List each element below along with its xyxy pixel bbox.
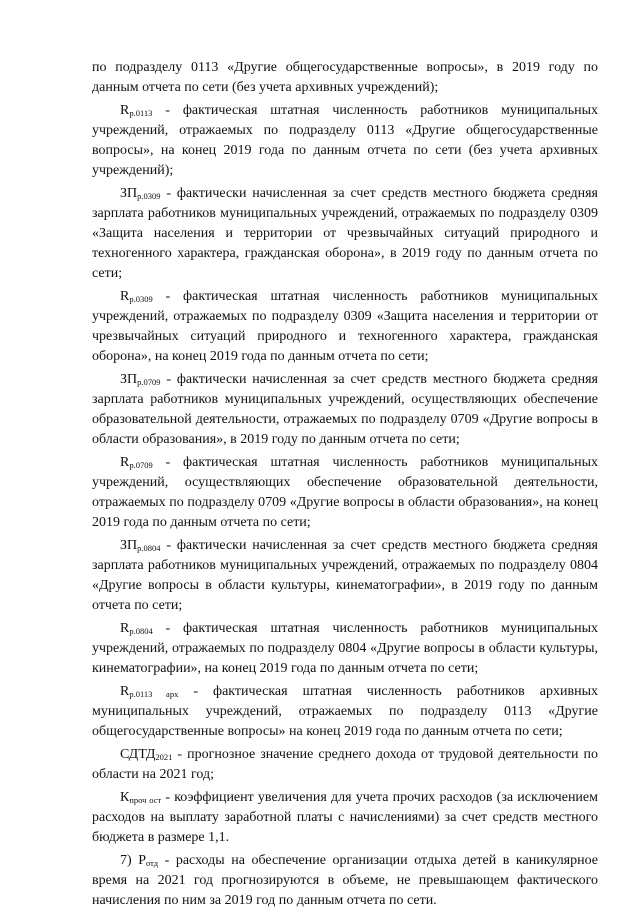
definition-text: - фактическая штатная численность работников архивных муниципальных учреждений, отражаемых по подразделу 0113 «Другие общегосударственные вопросы» на конец 2019 года по данным отчета по сети; (92, 684, 598, 739)
definition-zp-0804 (92, 536, 598, 616)
formula-symbol: К (120, 790, 130, 805)
formula-symbol: R (120, 621, 130, 636)
definition-r-0113 (92, 101, 598, 181)
definition-text: - фактическая штатная численность работников муниципальных учреждений, отражаемых по подразделу 0804 «Другие вопросы в области культуры, кинематографии», на конец 2019 года по данным отчета по сети; (92, 621, 598, 676)
definition-text: - коэффициент увеличения для учета прочих расходов (за исключением расходов на выплату заработной платы с начислениями) за счет средств местного бюджета в размере 1,1. (92, 790, 598, 845)
paragraph-continuation: по подразделу 0113 «Другие общегосударственные вопросы», в 2019 году по данным отчета по сети (без учета архивных учреждений); (92, 60, 598, 95)
definition-zp-0709 (92, 370, 598, 450)
definition-sdtd-2021 (92, 745, 598, 785)
definition-text: - прогнозное значение среднего дохода от трудовой деятельности по области на 2021 год; (92, 747, 598, 782)
definition-text: - фактически начисленная за счет средств местного бюджета средняя зарплата работников муниципальных учреждений, отражаемых по подразделу 0804 «Другие вопросы в области культуры, кинематографии», в 2019 году по данным отчета по сети; (92, 538, 598, 613)
formula-subscript: 2021 (155, 752, 173, 762)
formula-subscript: проч ост (129, 795, 162, 805)
formula-subscript: р.0709 (137, 377, 161, 387)
definition-text: - фактически начисленная за счет средств местного бюджета средняя зарплата работников муниципальных учреждений, отражаемых по подразделу 0309 «Защита населения и территории от чрезвычайных ситуаций природного и техногенного характера, гражданская оборона», в 2019 году по данным отчета по сети; (92, 186, 598, 281)
formula-symbol: ЗП (120, 538, 138, 553)
formula-symbol: 7) Р (120, 853, 146, 868)
formula-subscript: р.0113 (129, 108, 153, 118)
formula-subscript: отд (146, 858, 159, 868)
definition-k-other (92, 788, 598, 848)
formula-subscript: р.0709 (129, 460, 153, 470)
definition-r-0804 (92, 619, 598, 679)
formula-subscript: р.0309 (129, 294, 153, 304)
definition-r-0113-arch (92, 682, 598, 742)
formula-symbol: ЗП (120, 372, 138, 387)
formula-subscript: р.0804 (137, 543, 161, 553)
formula-symbol: ЗП (120, 186, 138, 201)
definition-r-0309 (92, 287, 598, 367)
formula-symbol: R (120, 455, 130, 470)
formula-subscript: р.0113 арх (129, 689, 179, 699)
definition-text: - фактическая штатная численность работников муниципальных учреждений, осуществляющих обеспечение образовательной деятельности, отражаемых по подразделу 0709 «Другие вопросы в области образования», на конец 2019 года по данным отчета по сети; (92, 455, 598, 530)
document-body (92, 58, 598, 914)
definition-text: - фактическая штатная численность работников муниципальных учреждений, отражаемых по подразделу 0309 «Защита населения и территории от чрезвычайных ситуаций природного и техногенного характера, гражданская оборона», на конец 2019 года по данным отчета по сети; (92, 289, 598, 364)
definition-text: - фактически начисленная за счет средств местного бюджета средняя зарплата работников муниципальных учреждений, осуществляющих обеспечение образовательной деятельности, отражаемых по подразделу 0709 «Другие вопросы в области образования», в 2019 году по данным отчета по сети; (92, 372, 598, 447)
formula-subscript: р.0309 (137, 191, 161, 201)
formula-symbol: СДТД (120, 747, 156, 762)
definition-text: - расходы на обеспечение организации отдыха детей в каникулярное время на 2021 год прогнозируются в объеме, не превышающем фактического начисления по ним за 2019 год по данным отчета по сети. (92, 853, 598, 908)
definition-text: - фактическая штатная численность работников муниципальных учреждений, отражаемых по подразделу 0113 «Другие общегосударственные вопросы», на конец 2019 года по данным отчета по сети (без учета архивных учреждений); (92, 103, 598, 178)
formula-symbol: R (120, 684, 130, 699)
formula-symbol: R (120, 103, 130, 118)
definition-r-0709 (92, 453, 598, 533)
formula-subscript: р.0804 (129, 626, 153, 636)
formula-symbol: R (120, 289, 130, 304)
item-7-recreation-expenses (92, 851, 598, 911)
definition-zp-0309 (92, 184, 598, 284)
